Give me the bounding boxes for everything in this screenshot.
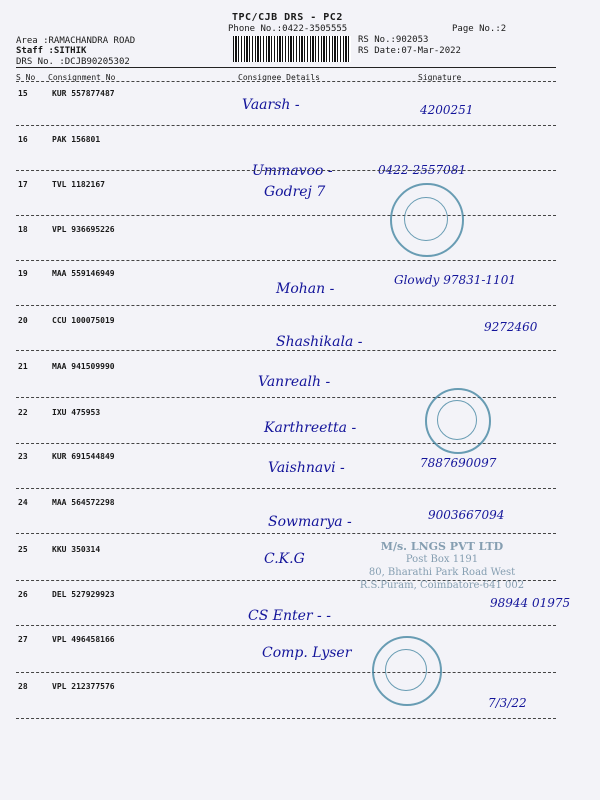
handwritten-signature: 0422-2557081 xyxy=(378,163,467,177)
row-serial-number: 26 xyxy=(18,590,28,599)
row-serial-number: 23 xyxy=(18,452,28,461)
row-consignment-number: KUR 557877487 xyxy=(52,89,115,98)
row-consignment-number: MAA 564572298 xyxy=(52,498,115,507)
row-separator xyxy=(16,215,556,216)
handwritten-signature: 9003667094 xyxy=(428,508,505,522)
area-label: Area :RAMACHANDRA ROAD xyxy=(16,36,136,46)
handwritten-signature: Glowdy 97831-1101 xyxy=(394,273,516,287)
row-serial-number: 17 xyxy=(18,180,28,189)
row-serial-number: 18 xyxy=(18,225,28,234)
handwritten-consignee: CS Enter - - xyxy=(248,608,331,624)
barcode xyxy=(233,36,351,62)
row-consignment-number: VPL 212377576 xyxy=(52,682,115,691)
handwritten-signature: 7887690097 xyxy=(420,456,497,470)
handwritten-consignee: Godrej 7 xyxy=(264,184,326,200)
handwritten-consignee: Sowmarya - xyxy=(268,514,352,530)
handwritten-signature: 7/3/22 xyxy=(488,696,527,710)
col-header-sno: S No xyxy=(16,73,36,82)
col-header-signature: Signature xyxy=(418,73,462,82)
row-consignment-number: PAK 156801 xyxy=(52,135,101,144)
staff-label: Staff :SITHIK xyxy=(16,46,87,56)
row-serial-number: 22 xyxy=(18,408,28,417)
row-consignment-number: TVL 1182167 xyxy=(52,180,105,189)
row-serial-number: 28 xyxy=(18,682,28,691)
row-consignment-number: KUR 691544849 xyxy=(52,452,115,461)
row-separator xyxy=(16,718,556,719)
row-serial-number: 24 xyxy=(18,498,28,507)
sheet-title: TPC/CJB DRS - PC2 xyxy=(232,12,343,23)
round-stamp xyxy=(425,388,491,454)
row-consignment-number: DEL 527929923 xyxy=(52,590,115,599)
handwritten-consignee: C.K.G xyxy=(264,551,305,567)
handwritten-signature: 4200251 xyxy=(420,103,474,117)
handwritten-consignee: Ummavoo - xyxy=(252,163,333,179)
rs-date: RS Date:07-Mar-2022 xyxy=(358,46,461,56)
row-consignment-number: VPL 496458166 xyxy=(52,635,115,644)
drs-number: DRS No. :DCJB90205302 xyxy=(16,57,130,67)
row-separator xyxy=(16,125,556,126)
phone-number: Phone No.:0422-3505555 xyxy=(228,24,348,34)
handwritten-consignee: Vaarsh - xyxy=(242,97,300,113)
handwritten-consignee: Vanrealh - xyxy=(258,374,331,390)
row-consignment-number: VPL 936695226 xyxy=(52,225,115,234)
row-separator xyxy=(16,672,556,673)
row-serial-number: 16 xyxy=(18,135,28,144)
row-serial-number: 27 xyxy=(18,635,28,644)
handwritten-consignee: Karthreetta - xyxy=(264,420,357,436)
round-stamp xyxy=(372,636,442,706)
page-number: Page No.:2 xyxy=(452,24,507,34)
header-bottom-rule xyxy=(16,81,556,82)
handwritten-consignee: Vaishnavi - xyxy=(268,460,345,476)
company-stamp-name: M/s. LNGS PVT LTD xyxy=(380,540,504,553)
company-stamp-line: 80, Bharathi Park Road West xyxy=(368,567,516,578)
row-consignment-number: KKU 350314 xyxy=(52,545,101,554)
company-stamp-line: R.S.Puram, Coimbatore-641 002 xyxy=(359,580,525,591)
row-separator xyxy=(16,260,556,261)
header-top-rule xyxy=(16,67,556,68)
row-consignment-number: MAA 559146949 xyxy=(52,269,115,278)
row-consignment-number: MAA 941509990 xyxy=(52,362,115,371)
row-serial-number: 25 xyxy=(18,545,28,554)
handwritten-signature: 9272460 xyxy=(484,320,538,334)
row-serial-number: 19 xyxy=(18,269,28,278)
row-serial-number: 20 xyxy=(18,316,28,325)
row-separator xyxy=(16,305,556,306)
rs-number: RS No.:902053 xyxy=(358,35,429,45)
handwritten-consignee: Mohan - xyxy=(276,281,335,297)
row-consignment-number: IXU 475953 xyxy=(52,408,101,417)
handwritten-consignee: Comp. Lyser xyxy=(262,645,352,661)
row-separator xyxy=(16,625,556,626)
row-serial-number: 15 xyxy=(18,89,28,98)
row-consignment-number: CCU 100075019 xyxy=(52,316,115,325)
round-stamp xyxy=(390,183,464,257)
company-stamp-line: Post Box 1191 xyxy=(405,554,479,565)
col-header-consignment: Consignment No xyxy=(48,73,116,82)
row-separator xyxy=(16,350,556,351)
row-separator xyxy=(16,488,556,489)
handwritten-consignee: Shashikala - xyxy=(276,334,363,350)
company-stamp xyxy=(342,540,542,592)
row-serial-number: 21 xyxy=(18,362,28,371)
col-header-consignee: Consignee Details xyxy=(238,73,320,82)
row-separator xyxy=(16,533,556,534)
handwritten-signature: 98944 01975 xyxy=(490,596,571,610)
row-separator xyxy=(16,170,556,171)
